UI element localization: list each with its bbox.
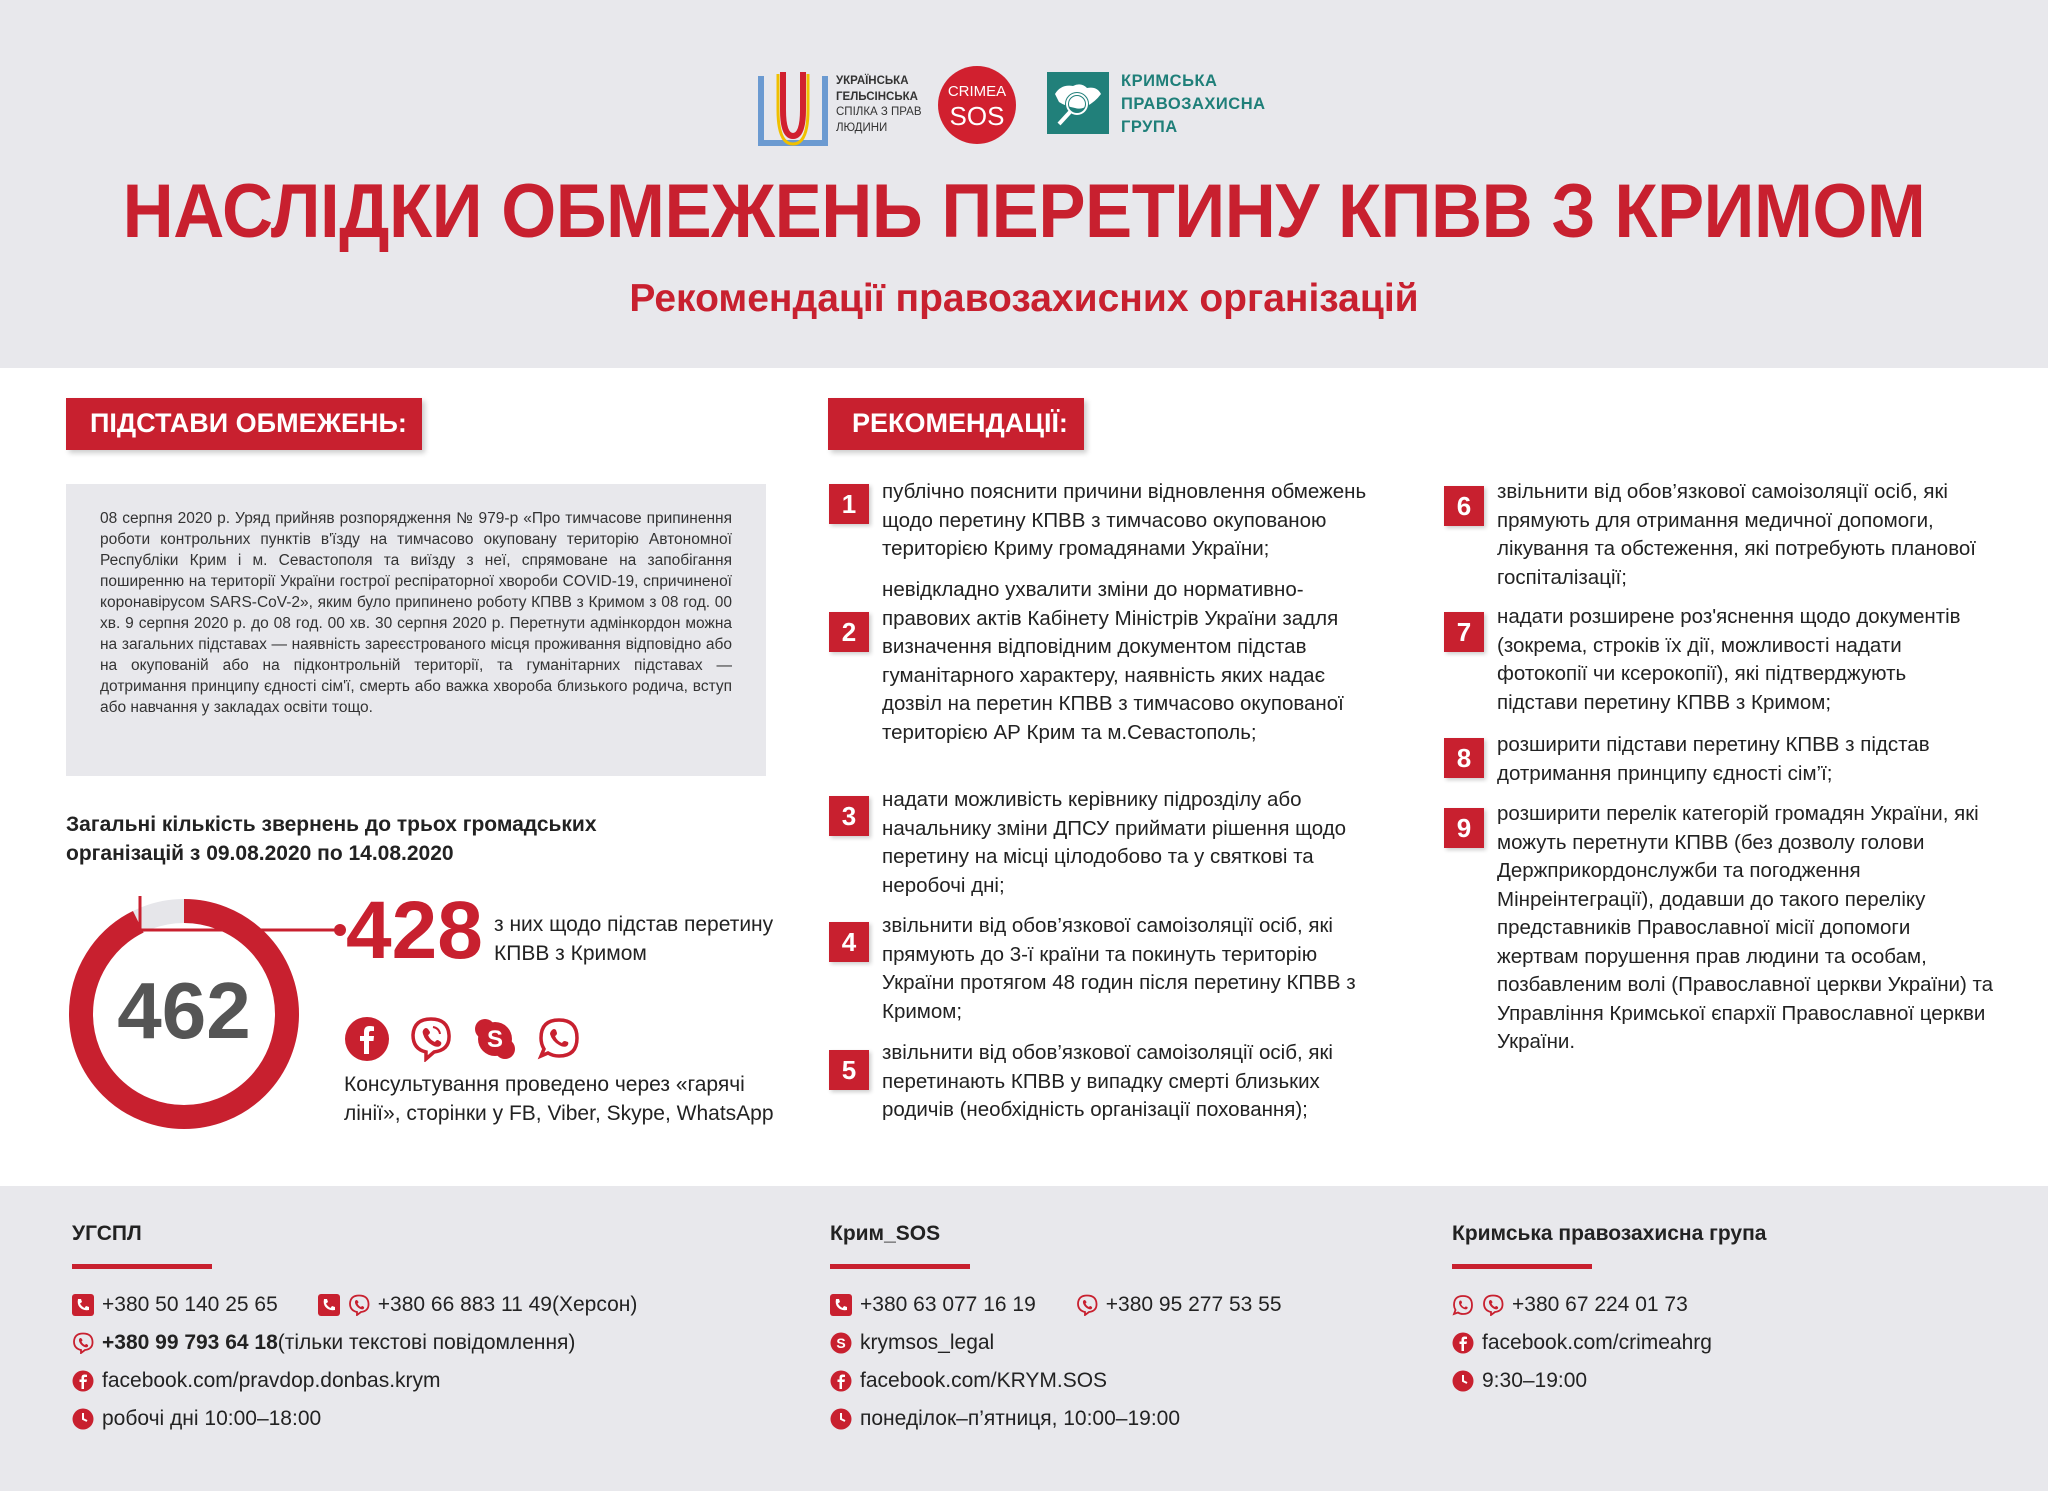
ugspl-logo-line: ГЕЛЬСІНСЬКА	[836, 90, 918, 103]
crossing-appeals-label: з них щодо підстав перетину КПВВ з Кримом	[494, 913, 774, 965]
contact-phone-note: (Херсон)	[551, 1293, 638, 1316]
contact-phone[interactable]: +380 63 077 16 19	[860, 1293, 1036, 1316]
ugspl-emblem-icon	[756, 70, 832, 148]
contact-facebook-link[interactable]: facebook.com/pravdop.donbas.krym	[102, 1369, 441, 1392]
khpg-logo[interactable]	[1047, 70, 1287, 140]
recommendation-number: 5	[829, 1050, 869, 1090]
facebook-icon	[1452, 1332, 1474, 1354]
khpg-logo-line: ГРУПА	[1121, 118, 1178, 136]
contact-underline	[1452, 1264, 1592, 1269]
contact-hours: понеділок–п’ятниця, 10:00–19:00	[860, 1407, 1181, 1430]
contact-skype[interactable]: krymsos_legal	[860, 1331, 995, 1354]
viber-icon	[1482, 1294, 1504, 1316]
consultation-channels-text: Консультування проведено через «гарячі лінії», сторінки у FB, Viber, Skype, WhatsApp	[344, 1073, 774, 1125]
recommendations-heading: РЕКОМЕНДАЦІЇ:	[828, 398, 1084, 450]
recommendation-number: 7	[1444, 612, 1484, 652]
page-title: НАСЛІДКИ ОБМЕЖЕНЬ ПЕРЕТИНУ КПВВ З КРИМОМ	[122, 169, 1926, 254]
recommendation-text: невідкладно ухвалити зміни до нормативно-правових актів Кабінету Міністрів України задля визначення відповідним документом підстав гуманітарного характеру, наявність яких надає дозвіл на перетин КПВВ з тимчасово окупованої територією АР Крим та м.Севастополь;	[882, 578, 1344, 744]
clock-icon	[1452, 1370, 1474, 1392]
grounds-heading: ПІДСТАВИ ОБМЕЖЕНЬ:	[66, 398, 422, 450]
svg-text:S: S	[836, 1335, 846, 1351]
facebook-icon	[72, 1370, 94, 1392]
recommendation-number: 1	[829, 484, 869, 524]
recommendation-text: надати можливість керівнику підрозділу або начальнику зміни ДПСУ приймати рішення щодо перетину на місці цілодобово та у святкові та неробочі дні;	[882, 788, 1347, 897]
phone-icon	[318, 1294, 340, 1316]
recommendation-text: звільнити від обов’язкової самоізоляції осіб, які прямують для отримання медичної допомоги, лікування та обстеження, які потребують планової госпіталізації;	[1497, 480, 1976, 589]
crimea-sos-logo[interactable]	[938, 66, 1016, 144]
recommendation-text: звільнити від обов’язкової самоізоляції осіб, які прямують до 3-ї країни та покинуть територію України протягом 48 годин після перетину КПВВ з Кримом;	[882, 914, 1356, 1023]
facebook-icon	[344, 1016, 390, 1062]
recommendation-text: публічно пояснити причини відновлення обмежень щодо перетину КПВВ з тимчасово окупованою територією Криму громадянами України;	[882, 480, 1367, 560]
clock-icon	[830, 1408, 852, 1430]
grounds-text: 08 серпня 2020 р. Уряд прийняв розпорядження № 979-р «Про тимчасове припинення роботи контрольних пунктів в'їзду на тимчасово окуповану територію Автономної Республіки Крим і м. Севастополя та виїзду з неї, спрямоване на запобігання поширенню на території України гострої респіраторної хвороби COVID-19, спричиненої коронавірусом SARS-CoV-2», яким було припинено роботу КПВВ з Кримом з 08 год. 00 хв. 9 серпня 2020 р. до 08 год. 00 хв. 30 серпня 2020 р. Перетнути адмінкордон можна на загальних підставах — наявність зареєстрованого місця проживання відповідно або на окупованій або на підконтрольній території, та гуманітарних підставах — дотримання принципу єдності сім'ї, смерть або важка хвороба близького родича, вступ або навчання у закладах освіти тощо.	[66, 484, 766, 776]
recommendation-number: 4	[829, 922, 869, 962]
contact-phone[interactable]: +380 95 277 53 55	[1105, 1293, 1282, 1316]
recommendation-text: розширити підстави перетину КПВВ з підстав дотримання принципу єдності сім’ї;	[1497, 733, 1930, 785]
contact-phone[interactable]: +380 67 224 01 73	[1512, 1293, 1688, 1316]
ugspl-logo-line: СПІЛКА З ПРАВ	[836, 106, 922, 118]
recommendation-text: звільнити від обов’язкової самоізоляції осіб, які перетинають КПВВ у випадку смерті близьких родичів (необхідність організації поховання);	[882, 1041, 1333, 1121]
whatsapp-icon	[536, 1016, 582, 1062]
contact-underline	[830, 1264, 970, 1269]
khpg-emblem-icon	[1047, 72, 1109, 134]
contact-title-krym-sos: Крим_SOS	[830, 1222, 941, 1245]
contact-facebook-link[interactable]: facebook.com/crimeahrg	[1482, 1331, 1712, 1354]
total-appeals-label: Загальні кількість звернень до трьох громадських організацій з 09.08.2020 по 14.08.2020	[66, 813, 597, 865]
phone-icon	[72, 1294, 94, 1316]
skype-icon	[830, 1332, 852, 1354]
clock-icon	[72, 1408, 94, 1430]
skype-icon	[472, 1016, 518, 1062]
ugspl-logo[interactable]	[756, 70, 926, 148]
recommendation-number: 2	[829, 612, 869, 652]
phone-icon	[830, 1294, 852, 1316]
khpg-logo-line: ПРАВОЗАХИСНА	[1121, 95, 1266, 113]
viber-icon	[408, 1016, 454, 1062]
crimea-sos-logo-bottom: SOS	[949, 101, 1005, 131]
viber-icon	[1076, 1294, 1098, 1316]
recommendation-number: 8	[1444, 738, 1484, 778]
facebook-icon	[830, 1370, 852, 1392]
viber-icon	[348, 1294, 370, 1316]
crossing-appeals-number: 428	[346, 885, 483, 976]
recommendation-number: 9	[1444, 808, 1484, 848]
page-subtitle: Рекомендації правозахисних організацій	[629, 277, 1419, 320]
whatsapp-icon	[1452, 1294, 1474, 1316]
total-appeals-number: 462	[117, 966, 251, 1055]
contact-underline	[72, 1264, 212, 1269]
khpg-logo-line: КРИМСЬКА	[1121, 72, 1218, 90]
viber-icon	[72, 1332, 94, 1354]
ugspl-logo-line: ЛЮДИНИ	[836, 121, 888, 134]
contact-phone[interactable]: +380 99 793 64 18	[102, 1331, 278, 1354]
recommendation-text: надати розширене роз'яснення щодо документів (зокрема, строків їх дії, можливості надати фотокопії чи ксерокопії), які підтверджують підстави перетину КПВВ з Кримом;	[1497, 605, 1961, 714]
contact-title-ugspl: УГСПЛ	[72, 1222, 142, 1245]
recommendation-number: 6	[1444, 486, 1484, 526]
contact-phone[interactable]: +380 66 883 11 49	[377, 1293, 552, 1316]
contact-phone[interactable]: +380 50 140 25 65	[102, 1293, 278, 1316]
recommendation-number: 3	[829, 796, 869, 836]
contact-hours: робочі дні 10:00–18:00	[102, 1407, 322, 1430]
contact-phone-note: (тільки текстові повідомлення)	[277, 1331, 576, 1354]
crimea-sos-logo-top: CRIMEA	[947, 83, 1007, 100]
recommendation-text: розширити перелік категорій громадян України, які можуть перетнути КПВВ (без дозволу голови Держприкордонслужби та погодження Мінреінтеграції), додавши до такого переліку представників Православної місії допомоги жертвам порушення прав людини та особам, позбавленим волі (Православної церкви України) та Управління Кримської єпархії Православної церкви України.	[1497, 802, 1994, 1053]
ugspl-logo-line: УКРАЇНСЬКА	[836, 75, 909, 87]
svg-text:S: S	[486, 1026, 504, 1053]
contact-title-khpg: Кримська правозахисна група	[1452, 1222, 1767, 1245]
contact-hours: 9:30–19:00	[1482, 1369, 1588, 1392]
contact-facebook-link[interactable]: facebook.com/KRYM.SOS	[860, 1369, 1108, 1392]
